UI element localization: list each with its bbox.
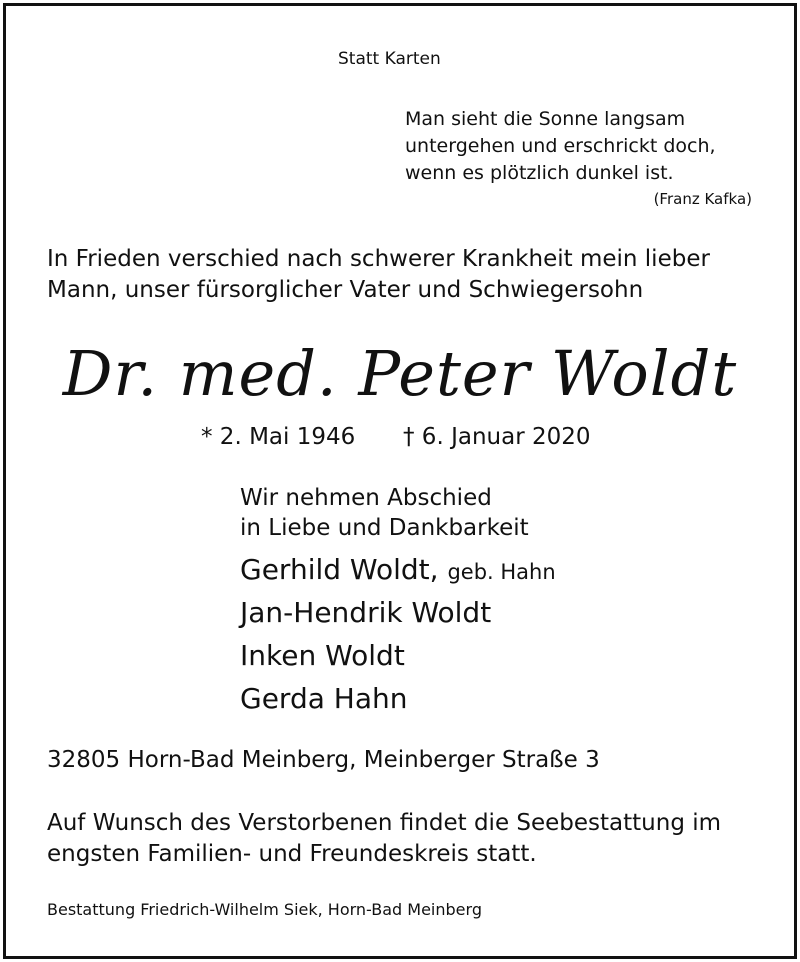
burial-note-line: engsten Familien- und Freundeskreis statt. [47,841,537,867]
quote-block [405,106,716,187]
mourner-name: Gerda Hahn [240,682,408,715]
birth-date: * 2. Mai 1946 [201,424,356,450]
mourners-intro [240,483,529,543]
mourner-name-text: Gerhild Woldt, [240,553,439,586]
mourner-name: Inken Woldt [240,639,405,672]
address: 32805 Horn-Bad Meinberg, Meinberger Straße 3 [47,747,600,773]
statt-karten: Statt Karten [338,49,441,69]
intro-line: In Frieden verschied nach schwerer Krankheit mein lieber [47,246,710,272]
mourner-name [240,553,556,586]
burial-note-line: Auf Wunsch des Verstorbenen findet die Seebestattung im [47,810,722,836]
funeral-home: Bestattung Friedrich-Wilhelm Siek, Horn-Bad Meinberg [47,900,482,919]
death-date: † 6. Januar 2020 [403,424,591,450]
deceased-name: Dr. med. Peter Woldt [62,337,738,410]
intro-text [47,244,710,306]
quote-line: wenn es plötzlich dunkel ist. [405,162,674,184]
quote-line: Man sieht die Sonne langsam [405,108,686,130]
intro-line: Mann, unser fürsorglicher Vater und Schwiegersohn [47,277,644,303]
mourner-name-note: geb. Hahn [447,560,556,584]
mourner-name: Jan-Hendrik Woldt [240,596,492,629]
burial-note [47,808,721,870]
quote-author: (Franz Kafka) [653,190,752,208]
mourners-intro-line: in Liebe und Dankbarkeit [240,515,529,541]
quote-line: untergehen und erschrickt doch, [405,135,716,157]
mourners-intro-line: Wir nehmen Abschied [240,485,492,511]
